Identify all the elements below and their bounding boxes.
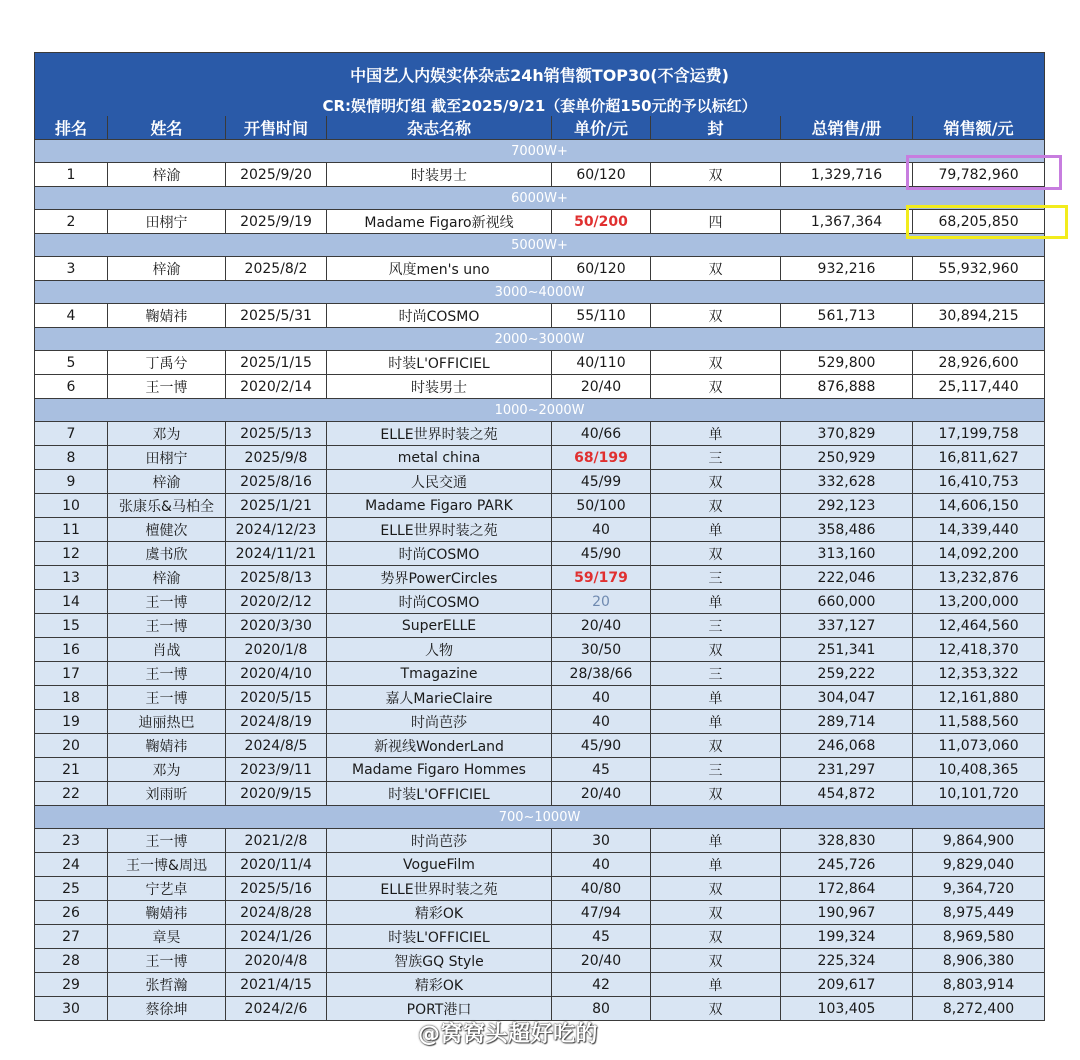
cell-price: 20/40: [552, 782, 651, 806]
cell-sales: 13,232,876: [913, 566, 1045, 590]
table-row: [35, 590, 1045, 614]
cell-date: 2025/1/15: [226, 351, 327, 375]
cell-quantity: 932,216: [781, 257, 913, 281]
cell-rank: 1: [35, 163, 108, 187]
header-price: 单价/元: [552, 116, 651, 140]
cell-sales: 55,932,960: [913, 257, 1045, 281]
cell-rank: 29: [35, 973, 108, 997]
cell-date: 2025/1/21: [226, 494, 327, 518]
cell-cover: 单: [651, 518, 781, 542]
cell-rank: 3: [35, 257, 108, 281]
cell-quantity: 199,324: [781, 925, 913, 949]
cell-price: 47/94: [552, 901, 651, 925]
table-row: [35, 470, 1045, 494]
cell-price: 60/120: [552, 257, 651, 281]
header-magazine: 杂志名称: [327, 116, 552, 140]
cell-price: 55/110: [552, 304, 651, 328]
cell-rank: 23: [35, 829, 108, 853]
cell-magazine: Madame Figaro Hommes: [327, 758, 552, 782]
cell-magazine: ELLE世界时装之苑: [327, 877, 552, 901]
cell-name: 王一博: [108, 686, 226, 710]
cell-quantity: 358,486: [781, 518, 913, 542]
cell-sales: 14,092,200: [913, 542, 1045, 566]
cell-quantity: 660,000: [781, 590, 913, 614]
cell-name: 张哲瀚: [108, 973, 226, 997]
cell-sales: 11,073,060: [913, 734, 1045, 758]
cell-price: 45/90: [552, 734, 651, 758]
cell-sales: 12,464,560: [913, 614, 1045, 638]
cell-date: 2021/2/8: [226, 829, 327, 853]
cell-date: 2024/2/6: [226, 997, 327, 1021]
cell-sales: 12,353,322: [913, 662, 1045, 686]
sales-ranking-table: [34, 52, 1045, 1021]
table-row: [35, 566, 1045, 590]
cell-quantity: 245,726: [781, 853, 913, 877]
table-row: [35, 163, 1045, 187]
tier-label: 6000W+: [35, 187, 1045, 210]
cell-magazine: VogueFilm: [327, 853, 552, 877]
cell-name: 邓为: [108, 422, 226, 446]
table-row: [35, 542, 1045, 566]
cell-price: 40/110: [552, 351, 651, 375]
cell-price: 45: [552, 758, 651, 782]
cell-cover: 双: [651, 782, 781, 806]
cell-magazine: Tmagazine: [327, 662, 552, 686]
table-subtitle: CR:娱情明灯组 截至2025/9/21（套单价超150元的予以标红）: [35, 95, 1045, 116]
cell-sales: 9,829,040: [913, 853, 1045, 877]
header-date: 开售时间: [226, 116, 327, 140]
cell-sales: 8,975,449: [913, 901, 1045, 925]
cell-name: 王一博: [108, 614, 226, 638]
cell-quantity: 172,864: [781, 877, 913, 901]
cell-name: 王一博: [108, 829, 226, 853]
tier-row: [35, 806, 1045, 829]
tier-row: [35, 140, 1045, 163]
header-sales: 销售额/元: [913, 116, 1045, 140]
cell-cover: 双: [651, 949, 781, 973]
cell-date: 2025/5/31: [226, 304, 327, 328]
cell-price: 20/40: [552, 949, 651, 973]
table-row: [35, 973, 1045, 997]
tier-label: 700~1000W: [35, 806, 1045, 829]
tier-row: [35, 399, 1045, 422]
cell-quantity: 190,967: [781, 901, 913, 925]
cell-rank: 21: [35, 758, 108, 782]
cell-name: 鞠婧祎: [108, 734, 226, 758]
table-row: [35, 686, 1045, 710]
cell-sales: 16,410,753: [913, 470, 1045, 494]
cell-price: 59/179: [552, 566, 651, 590]
cell-name: 鞠婧祎: [108, 901, 226, 925]
cell-sales: 8,272,400: [913, 997, 1045, 1021]
cell-quantity: 222,046: [781, 566, 913, 590]
cell-price: 60/120: [552, 163, 651, 187]
cell-date: 2025/9/19: [226, 210, 327, 234]
cell-price: 45: [552, 925, 651, 949]
cell-quantity: 332,628: [781, 470, 913, 494]
cell-cover: 单: [651, 590, 781, 614]
cell-cover: 双: [651, 163, 781, 187]
cell-date: 2024/1/26: [226, 925, 327, 949]
cell-rank: 28: [35, 949, 108, 973]
cell-date: 2020/4/8: [226, 949, 327, 973]
cell-date: 2024/12/23: [226, 518, 327, 542]
cell-quantity: 259,222: [781, 662, 913, 686]
table-row: [35, 257, 1045, 281]
cell-date: 2024/8/28: [226, 901, 327, 925]
cell-cover: 单: [651, 686, 781, 710]
cell-quantity: 103,405: [781, 997, 913, 1021]
cell-rank: 27: [35, 925, 108, 949]
cell-date: 2020/2/12: [226, 590, 327, 614]
header-cover: 封: [651, 116, 781, 140]
cell-quantity: 370,829: [781, 422, 913, 446]
cell-cover: 双: [651, 542, 781, 566]
cell-price: 50/100: [552, 494, 651, 518]
cell-cover: 双: [651, 997, 781, 1021]
cell-quantity: 561,713: [781, 304, 913, 328]
table-row: [35, 304, 1045, 328]
cell-quantity: 225,324: [781, 949, 913, 973]
cell-name: 张康乐&马柏全: [108, 494, 226, 518]
cell-date: 2025/8/2: [226, 257, 327, 281]
cell-price: 40/66: [552, 422, 651, 446]
cell-quantity: 876,888: [781, 375, 913, 399]
cell-date: 2025/9/8: [226, 446, 327, 470]
cell-name: 刘雨昕: [108, 782, 226, 806]
cell-rank: 15: [35, 614, 108, 638]
tier-label: 1000~2000W: [35, 399, 1045, 422]
cell-quantity: 289,714: [781, 710, 913, 734]
cell-magazine: 时尚芭莎: [327, 710, 552, 734]
cell-date: 2024/8/19: [226, 710, 327, 734]
cell-name: 丁禹兮: [108, 351, 226, 375]
cell-cover: 双: [651, 470, 781, 494]
cell-quantity: 313,160: [781, 542, 913, 566]
cell-magazine: 时尚COSMO: [327, 542, 552, 566]
cell-magazine: 智族GQ Style: [327, 949, 552, 973]
cell-rank: 9: [35, 470, 108, 494]
cell-price: 20: [552, 590, 651, 614]
table-row: [35, 758, 1045, 782]
cell-cover: 双: [651, 494, 781, 518]
header-quantity: 总销售/册: [781, 116, 913, 140]
cell-name: 梓渝: [108, 163, 226, 187]
cell-sales: 10,408,365: [913, 758, 1045, 782]
cell-rank: 20: [35, 734, 108, 758]
cell-quantity: 246,068: [781, 734, 913, 758]
cell-price: 50/200: [552, 210, 651, 234]
cell-name: 梓渝: [108, 470, 226, 494]
cell-sales: 12,418,370: [913, 638, 1045, 662]
cell-name: 蔡徐坤: [108, 997, 226, 1021]
cell-rank: 5: [35, 351, 108, 375]
cell-price: 40: [552, 686, 651, 710]
cell-name: 肖战: [108, 638, 226, 662]
cell-date: 2021/4/15: [226, 973, 327, 997]
cell-price: 30: [552, 829, 651, 853]
cell-cover: 三: [651, 758, 781, 782]
tier-label: 2000~3000W: [35, 328, 1045, 351]
cell-magazine: ELLE世界时装之苑: [327, 422, 552, 446]
cell-magazine: 精彩OK: [327, 901, 552, 925]
cell-sales: 14,606,150: [913, 494, 1045, 518]
tier-label: 7000W+: [35, 140, 1045, 163]
cell-name: 鞠婧祎: [108, 304, 226, 328]
table-row: [35, 901, 1045, 925]
cell-date: 2020/4/10: [226, 662, 327, 686]
table-row: [35, 877, 1045, 901]
cell-rank: 12: [35, 542, 108, 566]
cell-name: 王一博&周迅: [108, 853, 226, 877]
table-row: [35, 710, 1045, 734]
cell-cover: 三: [651, 614, 781, 638]
cell-price: 20/40: [552, 614, 651, 638]
tier-row: [35, 234, 1045, 257]
cell-cover: 双: [651, 375, 781, 399]
cell-rank: 18: [35, 686, 108, 710]
cell-sales: 12,161,880: [913, 686, 1045, 710]
cell-sales: 17,199,758: [913, 422, 1045, 446]
table-title: 中国艺人内娱实体杂志24h销售额TOP30(不含运费): [35, 53, 1045, 96]
cell-rank: 25: [35, 877, 108, 901]
cell-name: 王一博: [108, 375, 226, 399]
cell-quantity: 1,367,364: [781, 210, 913, 234]
cell-rank: 16: [35, 638, 108, 662]
cell-rank: 14: [35, 590, 108, 614]
cell-cover: 双: [651, 925, 781, 949]
cell-magazine: 时尚COSMO: [327, 304, 552, 328]
cell-date: 2025/5/13: [226, 422, 327, 446]
cell-cover: 单: [651, 829, 781, 853]
cell-sales: 68,205,850: [913, 210, 1045, 234]
cell-cover: 双: [651, 901, 781, 925]
cell-sales: 14,339,440: [913, 518, 1045, 542]
watermark: @窝窝头超好吃的: [418, 1022, 599, 1047]
cell-rank: 17: [35, 662, 108, 686]
cell-price: 68/199: [552, 446, 651, 470]
cell-quantity: 328,830: [781, 829, 913, 853]
cell-price: 40: [552, 853, 651, 877]
cell-price: 30/50: [552, 638, 651, 662]
cell-date: 2025/9/20: [226, 163, 327, 187]
cell-quantity: 250,929: [781, 446, 913, 470]
table-row: [35, 782, 1045, 806]
table-row: [35, 662, 1045, 686]
cell-magazine: 时装L'OFFICIEL: [327, 925, 552, 949]
table-row: [35, 210, 1045, 234]
table-row: [35, 422, 1045, 446]
cell-name: 章昊: [108, 925, 226, 949]
cell-magazine: 人民交通: [327, 470, 552, 494]
table-row: [35, 446, 1045, 470]
cell-magazine: Madame Figaro PARK: [327, 494, 552, 518]
cell-quantity: 231,297: [781, 758, 913, 782]
cell-rank: 13: [35, 566, 108, 590]
tier-row: [35, 281, 1045, 304]
cell-sales: 8,906,380: [913, 949, 1045, 973]
cell-magazine: 新视线WonderLand: [327, 734, 552, 758]
cell-quantity: 304,047: [781, 686, 913, 710]
cell-date: 2020/2/14: [226, 375, 327, 399]
header-row: [35, 116, 1045, 140]
cell-cover: 双: [651, 734, 781, 758]
table-row: [35, 614, 1045, 638]
cell-magazine: 时尚COSMO: [327, 590, 552, 614]
cell-price: 20/40: [552, 375, 651, 399]
cell-sales: 11,588,560: [913, 710, 1045, 734]
cell-name: 梓渝: [108, 566, 226, 590]
cell-price: 80: [552, 997, 651, 1021]
cell-magazine: SuperELLE: [327, 614, 552, 638]
cell-magazine: 时装男士: [327, 375, 552, 399]
cell-sales: 30,894,215: [913, 304, 1045, 328]
cell-quantity: 454,872: [781, 782, 913, 806]
cell-rank: 11: [35, 518, 108, 542]
cell-magazine: 精彩OK: [327, 973, 552, 997]
cell-name: 宁艺卓: [108, 877, 226, 901]
cell-rank: 6: [35, 375, 108, 399]
cell-rank: 19: [35, 710, 108, 734]
cell-price: 40: [552, 518, 651, 542]
cell-quantity: 292,123: [781, 494, 913, 518]
cell-magazine: 时装L'OFFICIEL: [327, 351, 552, 375]
cell-sales: 79,782,960: [913, 163, 1045, 187]
cell-magazine: metal china: [327, 446, 552, 470]
header-rank: 排名: [35, 116, 108, 140]
table-row: [35, 375, 1045, 399]
cell-magazine: 风度men's uno: [327, 257, 552, 281]
tier-label: 3000~4000W: [35, 281, 1045, 304]
cell-name: 王一博: [108, 590, 226, 614]
cell-price: 40: [552, 710, 651, 734]
cell-cover: 三: [651, 566, 781, 590]
cell-magazine: 时尚芭莎: [327, 829, 552, 853]
cell-magazine: 时装男士: [327, 163, 552, 187]
cell-price: 42: [552, 973, 651, 997]
cell-rank: 2: [35, 210, 108, 234]
cell-sales: 8,969,580: [913, 925, 1045, 949]
cell-date: 2024/8/5: [226, 734, 327, 758]
cell-magazine: 嘉人MarieClaire: [327, 686, 552, 710]
sales-table-container: [34, 52, 1044, 1021]
cell-name: 檀健次: [108, 518, 226, 542]
cell-date: 2020/9/15: [226, 782, 327, 806]
highlight-box-purple: [906, 155, 1062, 190]
cell-magazine: 人物: [327, 638, 552, 662]
cell-rank: 22: [35, 782, 108, 806]
cell-cover: 单: [651, 853, 781, 877]
cell-date: 2020/3/30: [226, 614, 327, 638]
cell-cover: 四: [651, 210, 781, 234]
cell-name: 迪丽热巴: [108, 710, 226, 734]
cell-name: 田栩宁: [108, 210, 226, 234]
tier-label: 5000W+: [35, 234, 1045, 257]
table-row: [35, 494, 1045, 518]
cell-price: 45/90: [552, 542, 651, 566]
cell-magazine: ELLE世界时装之苑: [327, 518, 552, 542]
cell-cover: 三: [651, 662, 781, 686]
cell-cover: 单: [651, 973, 781, 997]
cell-date: 2020/5/15: [226, 686, 327, 710]
cell-name: 梓渝: [108, 257, 226, 281]
cell-cover: 双: [651, 638, 781, 662]
cell-date: 2020/1/8: [226, 638, 327, 662]
tier-row: [35, 328, 1045, 351]
cell-name: 田栩宁: [108, 446, 226, 470]
cell-price: 28/38/66: [552, 662, 651, 686]
cell-name: 王一博: [108, 949, 226, 973]
cell-sales: 9,864,900: [913, 829, 1045, 853]
cell-sales: 16,811,627: [913, 446, 1045, 470]
table-row: [35, 925, 1045, 949]
cell-date: 2025/5/16: [226, 877, 327, 901]
cell-rank: 7: [35, 422, 108, 446]
cell-magazine: 势界PowerCircles: [327, 566, 552, 590]
cell-cover: 双: [651, 877, 781, 901]
table-row: [35, 351, 1045, 375]
cell-quantity: 1,329,716: [781, 163, 913, 187]
cell-date: 2020/11/4: [226, 853, 327, 877]
cell-cover: 双: [651, 257, 781, 281]
cell-sales: 9,364,720: [913, 877, 1045, 901]
cell-quantity: 251,341: [781, 638, 913, 662]
cell-sales: 13,200,000: [913, 590, 1045, 614]
cell-quantity: 337,127: [781, 614, 913, 638]
tier-row: [35, 187, 1045, 210]
cell-cover: 双: [651, 351, 781, 375]
cell-name: 王一博: [108, 662, 226, 686]
cell-cover: 单: [651, 422, 781, 446]
table-row: [35, 638, 1045, 662]
cell-rank: 10: [35, 494, 108, 518]
cell-cover: 单: [651, 710, 781, 734]
table-row: [35, 518, 1045, 542]
cell-rank: 24: [35, 853, 108, 877]
cell-date: 2024/11/21: [226, 542, 327, 566]
cell-sales: 25,117,440: [913, 375, 1045, 399]
cell-sales: 10,101,720: [913, 782, 1045, 806]
table-row: [35, 734, 1045, 758]
cell-magazine: PORT港口: [327, 997, 552, 1021]
cell-price: 45/99: [552, 470, 651, 494]
cell-rank: 4: [35, 304, 108, 328]
header-name: 姓名: [108, 116, 226, 140]
cell-quantity: 209,617: [781, 973, 913, 997]
cell-price: 40/80: [552, 877, 651, 901]
cell-sales: 28,926,600: [913, 351, 1045, 375]
cell-date: 2025/8/13: [226, 566, 327, 590]
cell-rank: 26: [35, 901, 108, 925]
cell-cover: 三: [651, 446, 781, 470]
cell-rank: 30: [35, 997, 108, 1021]
table-row: [35, 949, 1045, 973]
cell-sales: 8,803,914: [913, 973, 1045, 997]
cell-rank: 8: [35, 446, 108, 470]
cell-magazine: 时装L'OFFICIEL: [327, 782, 552, 806]
cell-name: 虞书欣: [108, 542, 226, 566]
cell-magazine: Madame Figaro新视线: [327, 210, 552, 234]
cell-date: 2025/8/16: [226, 470, 327, 494]
cell-quantity: 529,800: [781, 351, 913, 375]
table-row: [35, 853, 1045, 877]
cell-cover: 双: [651, 304, 781, 328]
cell-date: 2023/9/11: [226, 758, 327, 782]
table-row: [35, 829, 1045, 853]
cell-name: 邓为: [108, 758, 226, 782]
highlight-box-yellow: [906, 205, 1068, 239]
